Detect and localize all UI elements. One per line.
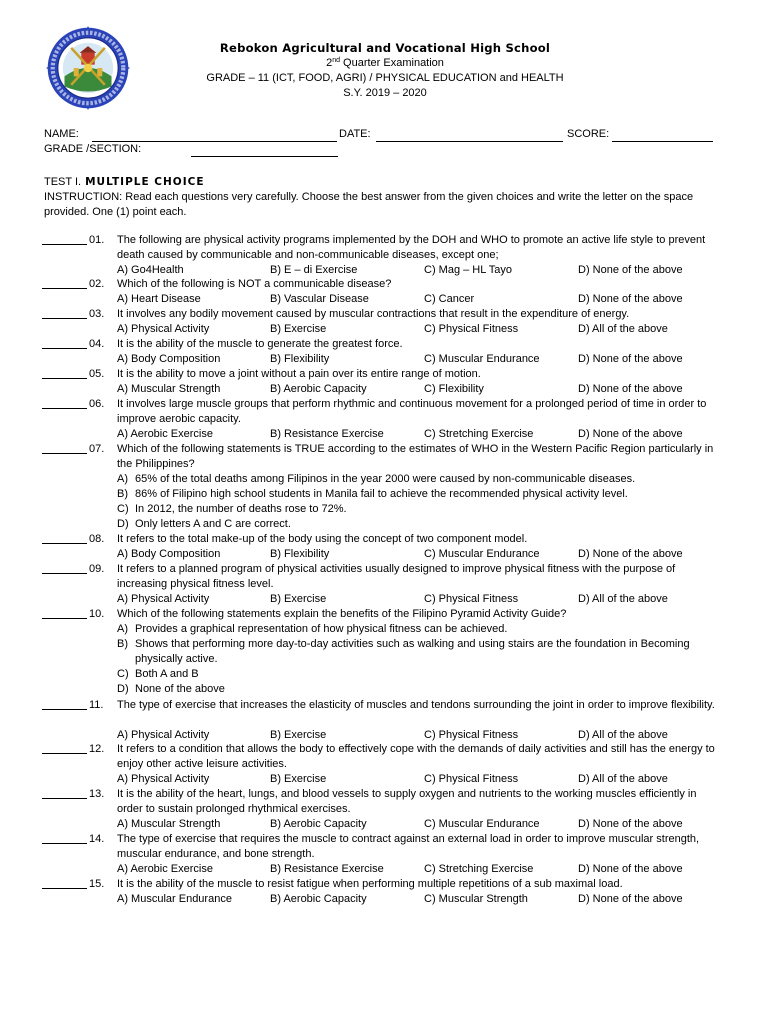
choices-row <box>117 292 717 307</box>
choice-option: A) Body Composition <box>117 548 221 560</box>
choice-option: C) Physical Fitness <box>424 729 519 741</box>
question-number: 13. <box>89 788 105 800</box>
question-number: 02. <box>89 278 105 290</box>
school-seal-logo <box>46 26 130 110</box>
question-stem: It involves large muscle groups that perform rhythmic and continuous movement for a prolonged period of time in order to improve aerobic capacity. <box>117 398 707 425</box>
school-name: Rebokon Agricultural and Vocational High School <box>219 41 551 55</box>
exam-title <box>130 57 640 69</box>
choice-option: D) None of the above <box>578 428 683 440</box>
choice-option: C) Physical Fitness <box>424 323 519 335</box>
grade-subject-line: GRADE – 11 (ICT, FOOD, AGRI) / PHYSICAL EDUCATION and HEALTH <box>206 72 564 84</box>
choice-option <box>117 637 717 667</box>
choice-option <box>117 517 717 532</box>
choice-option: B) Exercise <box>270 593 327 605</box>
choices-row <box>117 263 717 278</box>
choice-option: D) None of the above <box>578 863 683 875</box>
date-label: DATE: <box>339 128 371 140</box>
answer-blank[interactable] <box>42 543 87 544</box>
choice-letter: D) <box>117 518 129 530</box>
choice-option: A) Aerobic Exercise <box>117 428 213 440</box>
answer-blank[interactable] <box>42 843 87 844</box>
choice-option: B) Resistance Exercise <box>270 428 384 440</box>
answer-blank[interactable] <box>42 573 87 574</box>
grade-section-label: GRADE /SECTION: <box>44 143 142 155</box>
test-heading <box>44 176 205 188</box>
choice-option <box>117 472 717 487</box>
name-blank[interactable] <box>92 141 337 142</box>
instruction-text: INSTRUCTION: Read each questions very carefully. Choose the best answer from the given choices and write the letter on the space provided. One (1) point each. <box>44 191 694 218</box>
answer-blank[interactable] <box>42 618 87 619</box>
question-number: 11. <box>89 699 104 711</box>
exam-ordinal-suffix: nd <box>332 57 340 64</box>
choice-option: D) All of the above <box>578 729 668 741</box>
question-number: 01. <box>89 234 105 246</box>
choice-text: None of the above <box>135 683 225 695</box>
choice-option: D) None of the above <box>578 293 683 305</box>
choices-row <box>117 817 717 832</box>
question-stem: Which of the following statements is TRUE according to the estimates of WHO in the Western Pacific Region particularly in the Philippines? <box>117 443 714 470</box>
choice-letter: A) <box>117 473 128 485</box>
question-number: 07. <box>89 443 105 455</box>
choices-row <box>117 322 717 337</box>
test-title: MULTIPLE CHOICE <box>85 176 205 188</box>
choice-option: D) None of the above <box>578 818 683 830</box>
choice-option: C) Cancer <box>424 293 475 305</box>
question-number: 05. <box>89 368 105 380</box>
choice-option: C) Stretching Exercise <box>424 863 534 875</box>
choice-option: C) Flexibility <box>424 383 484 395</box>
choice-option: D) All of the above <box>578 323 668 335</box>
score-label: SCORE: <box>567 128 610 140</box>
question-stem: The type of exercise that requires the muscle to contract against an external load in order to improve muscular strength, muscular endurance, and bone strength. <box>117 833 700 860</box>
choice-option: B) Exercise <box>270 729 327 741</box>
choice-option: A) Heart Disease <box>117 293 201 305</box>
choices-row <box>117 862 717 877</box>
answer-blank[interactable] <box>42 888 87 889</box>
question-stem: It is the ability of the heart, lungs, and blood vessels to supply oxygen and nutrients to the working muscles efficiently in order to sustain prolonged rhythmical exercises. <box>117 788 697 815</box>
choice-option: C) Muscular Endurance <box>424 818 540 830</box>
choice-option <box>117 682 717 697</box>
date-blank[interactable] <box>376 141 563 142</box>
choice-option: B) Flexibility <box>270 548 330 560</box>
choice-option: D) None of the above <box>578 893 683 905</box>
question-number: 15. <box>89 878 105 890</box>
question-stem: It involves any bodily movement caused by muscular contractions that result in the expenditure of energy. <box>117 308 630 320</box>
question-number: 12. <box>89 743 105 755</box>
grade-section-blank[interactable] <box>191 156 338 157</box>
choice-option: B) Flexibility <box>270 353 330 365</box>
question-stem: The type of exercise that increases the elasticity of muscles and tendons surrounding the joint in order to improve flexibility. <box>117 699 715 711</box>
question-stem: It refers to the total make-up of the body using the concept of two component model. <box>117 533 528 545</box>
question-stem: Which of the following is NOT a communicable disease? <box>117 278 392 290</box>
choice-option: D) All of the above <box>578 593 668 605</box>
choice-option: C) Physical Fitness <box>424 593 519 605</box>
choice-option: C) Stretching Exercise <box>424 428 534 440</box>
name-label: NAME: <box>44 128 79 140</box>
choice-option: D) None of the above <box>578 383 683 395</box>
question-number: 04. <box>89 338 105 350</box>
choices-row <box>117 352 717 367</box>
choice-letter: D) <box>117 683 129 695</box>
choice-letter: B) <box>117 638 128 650</box>
choice-option: A) Muscular Endurance <box>117 893 232 905</box>
choice-option: B) Aerobic Capacity <box>270 383 367 395</box>
question-stem: It is the ability to move a joint without a pain over its entire range of motion. <box>117 368 481 380</box>
choice-option: C) Muscular Endurance <box>424 548 540 560</box>
question-number: 06. <box>89 398 105 410</box>
choices-row <box>117 892 717 907</box>
choices-list <box>117 622 717 697</box>
answer-blank[interactable] <box>42 348 87 349</box>
choice-option: B) E – di Exercise <box>270 264 358 276</box>
choice-option: B) Aerobic Capacity <box>270 893 367 905</box>
choice-option: C) Physical Fitness <box>424 773 519 785</box>
choice-option: B) Resistance Exercise <box>270 863 384 875</box>
choice-option: A) Physical Activity <box>117 773 210 785</box>
exam-title-rest: Quarter Examination <box>339 57 444 69</box>
choice-option <box>117 667 717 682</box>
choice-option: D) None of the above <box>578 353 683 365</box>
choice-option: A) Muscular Strength <box>117 818 221 830</box>
choice-text: Only letters A and C are correct. <box>135 518 291 530</box>
choices-row <box>117 728 717 743</box>
question-number: 10. <box>89 608 105 620</box>
choice-text: 65% of the total deaths among Filipinos in the year 2000 were caused by non-communicable diseases. <box>135 473 636 485</box>
choice-option: D) None of the above <box>578 264 683 276</box>
answer-blank[interactable] <box>42 244 87 245</box>
choices-row <box>117 592 717 607</box>
choice-letter: B) <box>117 488 128 500</box>
choice-text: Shows that performing more day-to-day activities such as walking and using stairs are the foundation in Becoming physically active. <box>135 638 690 665</box>
answer-blank[interactable] <box>42 378 87 379</box>
choice-option: C) Mag – HL Tayo <box>424 264 513 276</box>
choice-option <box>117 502 717 517</box>
question-stem: Which of the following statements explain the benefits of the Filipino Pyramid Activity Guide? <box>117 608 567 620</box>
choice-option <box>117 622 717 637</box>
choice-option: A) Physical Activity <box>117 593 210 605</box>
choice-option: A) Aerobic Exercise <box>117 863 213 875</box>
question-stem: It is the ability of the muscle to resist fatigue when performing multiple repetitions of a sub maximal load. <box>117 878 623 890</box>
question-number: 14. <box>89 833 105 845</box>
choice-option: B) Aerobic Capacity <box>270 818 367 830</box>
school-year: S.Y. 2019 – 2020 <box>343 87 427 99</box>
choice-text: Both A and B <box>135 668 199 680</box>
choice-text: 86% of Filipino high school students in Manila fail to achieve the recommended physical activity level. <box>135 488 628 500</box>
question-stem: It refers to a planned program of physical activities usually designed to improve physical fitness with the purpose of increasing physical fitness level. <box>117 563 676 590</box>
choices-row <box>117 547 717 562</box>
choice-text: In 2012, the number of deaths rose to 72%. <box>135 503 347 515</box>
exam-number: 2 <box>326 57 333 69</box>
answer-blank[interactable] <box>42 453 87 454</box>
choice-option: A) Physical Activity <box>117 729 210 741</box>
choice-option: B) Exercise <box>270 773 327 785</box>
question-stem: It is the ability of the muscle to generate the greatest force. <box>117 338 403 350</box>
choice-option: A) Muscular Strength <box>117 383 221 395</box>
choices-row <box>117 382 717 397</box>
question-number: 09. <box>89 563 105 575</box>
question-number: 08. <box>89 533 105 545</box>
score-blank[interactable] <box>612 141 713 142</box>
choice-text: Provides a graphical representation of how physical fitness can be achieved. <box>135 623 508 635</box>
question-number: 03. <box>89 308 105 320</box>
answer-blank[interactable] <box>42 709 87 710</box>
choice-option: B) Exercise <box>270 323 327 335</box>
choice-option <box>117 487 717 502</box>
question-stem: It refers to a condition that allows the body to effectively cope with the demands of daily activities and still has the energy to enjoy other active leisure activities. <box>117 743 715 770</box>
choice-letter: A) <box>117 623 128 635</box>
test-label: TEST I. <box>44 176 82 188</box>
choices-row <box>117 772 717 787</box>
choice-option: C) Muscular Strength <box>424 893 528 905</box>
choices-row <box>117 427 717 442</box>
choice-option: A) Go4Health <box>117 264 184 276</box>
question-stem: The following are physical activity programs implemented by the DOH and WHO to promote an active life style to prevent death caused by communicable and non-communicable diseases, except one; <box>117 234 706 261</box>
answer-blank[interactable] <box>42 288 87 289</box>
choice-option: C) Muscular Endurance <box>424 353 540 365</box>
choice-option: A) Body Composition <box>117 353 221 365</box>
choice-letter: C) <box>117 503 129 515</box>
choice-option: D) All of the above <box>578 773 668 785</box>
answer-blank[interactable] <box>42 753 87 754</box>
choices-list <box>117 472 717 532</box>
choice-option: B) Vascular Disease <box>270 293 369 305</box>
answer-blank[interactable] <box>42 318 87 319</box>
choice-option: A) Physical Activity <box>117 323 210 335</box>
answer-blank[interactable] <box>42 408 87 409</box>
choice-option: D) None of the above <box>578 548 683 560</box>
answer-blank[interactable] <box>42 798 87 799</box>
choice-letter: C) <box>117 668 129 680</box>
